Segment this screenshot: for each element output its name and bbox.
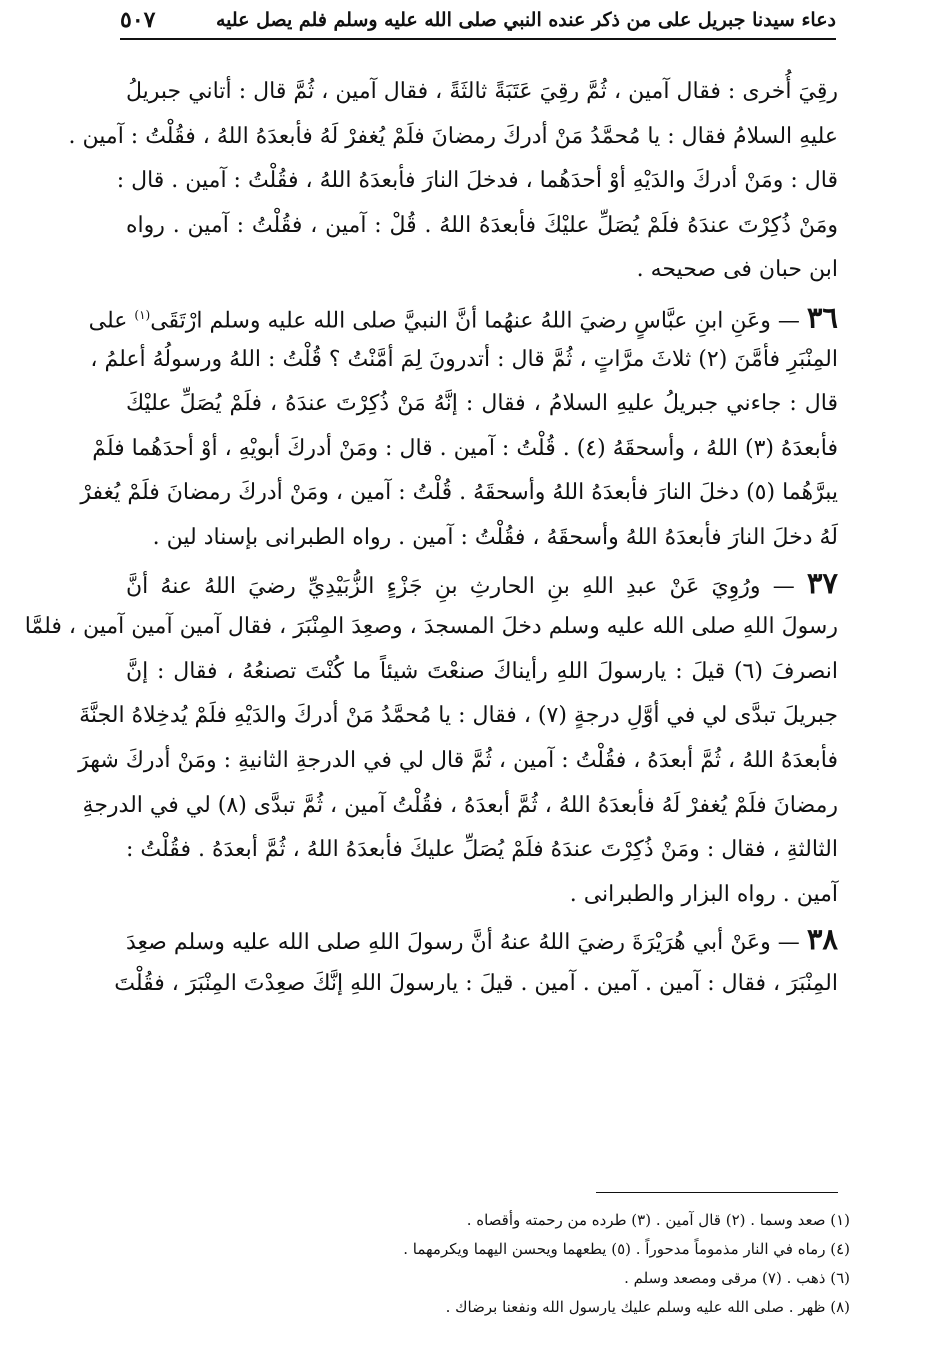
hadith-number: ٣٦ bbox=[806, 300, 838, 335]
text-line: لَهُ دخلَ النارَ فأبعدَهُ اللهُ وأسحقَهُ ، فقُلْتُ : آمين . رواه الطبرانى بإسناد لين . bbox=[152, 524, 838, 550]
hadith-number: ٣٨ bbox=[806, 922, 839, 957]
text-line: المِنْبَرَ ، فقال : آمين . آمين . آمين . قيلَ : يارسولَ اللهِ إنَّكَ صعِدْتَ المِنْبَرَ ، فقُلْتَ bbox=[114, 970, 838, 996]
text-line: انصرفَ (٦) قيلَ : يارسولَ اللهِ رأيناكَ صنعْتَ شيئاً ما كُنْتَ تصنعُهُ ، فقال : إنَّ bbox=[126, 658, 838, 684]
hadith-36-opening: — وعَنِ ابنِ عبَّاسٍ رضيَ اللهُ عنهُما أنَّ النبيَّ صلى الله عليه وسلم ارْتَقَى bbox=[150, 308, 800, 334]
page-header bbox=[120, 4, 836, 36]
footnotes bbox=[200, 1206, 850, 1322]
page-number: ٥٠٧ bbox=[120, 7, 156, 33]
text-line: ومَنْ ذُكِرْتَ عندَهُ فلَمْ يُصَلِّ عليْكَ فأبعدَهُ اللهُ . قُلْ : آمين ، فقُلْتُ : آمين . رواه bbox=[126, 212, 838, 238]
footnote-line: (٤) رماه في النار مذموماً مدحوراً . (٥) يطعهما ويحسن اليهما ويكرمهما . bbox=[403, 1240, 850, 1258]
footnote-marker: (١) bbox=[134, 307, 151, 322]
text-line: رمضانَ فلَمْ يُغفرْ لَهُ فأبعدَهُ اللهُ ، ثُمَّ أبعدَهُ ، فقُلْتُ آمين ، ثُمَّ تبدَّى (٨) لي في الدرجةِ bbox=[82, 792, 838, 818]
text-line: فأبعدَهُ اللهُ ، ثُمَّ أبعدَهُ ، فقُلْتُ : آمين ، ثُمَّ قال لي في الدرجةِ الثانيةِ : ومَنْ أدركَ شهرَ bbox=[78, 747, 838, 773]
text-line: جبريلَ تبدَّى لي في أوَّلِ درجةٍ (٧) ، فقال : يا مُحمَّدُ مَنْ أدركَ والدَيْهِ فلَمْ يُدخِلاهُ الجنَّةَ bbox=[79, 703, 838, 729]
header-rule bbox=[120, 38, 836, 40]
text-line: عليهِ السلامُ فقال : يا مُحمَّدُ مَنْ أدركَ رمضانَ فلَمْ يُغفرْ لَهُ فأبعدَهُ اللهُ ، فقُلْتُ : آمين . bbox=[68, 123, 838, 149]
text-line: رقِيَ أُخرى : فقال آمين ، ثُمَّ رقِيَ عَتَبَةً ثالثَةً ، فقال آمين ، ثُمَّ قال : أتاني جبريلُ bbox=[126, 79, 838, 104]
running-title: دعاء سيدنا جبريل على من ذكر عنده النبي صلى الله عليه وسلم فلم يصل عليه bbox=[215, 9, 836, 31]
text-line: آمين . رواه البزار والطبرانى . bbox=[569, 881, 838, 907]
text-line: المِنْبَرِ فأمَّنَ (٢) ثلاثَ مرَّاتٍ ، ثُمَّ قال : أتدرونَ لِمَ أمَّنْتُ ؟ قُلْتُ : اللهُ ورسولُهُ أعلمُ ، bbox=[90, 346, 838, 372]
hadith-36-heading-line bbox=[88, 293, 838, 338]
footnote-line: (٦) ذهب . (٧) مرقى ومصعد وسلم . bbox=[624, 1269, 850, 1287]
hadith-38-opening: — وعَنْ أبي هُرَيْرَةَ رضيَ اللهُ عنهُ أنَّ رسولَ اللهِ صلى الله عليه وسلم صعِدَ bbox=[126, 930, 800, 956]
footnote-line: (٨) ظهر . صلى الله عليه وسلم عليك يارسول الله ونفعنا برضاك . bbox=[445, 1298, 850, 1316]
text-line: فأبعدَهُ (٣) اللهُ ، وأسحقَهُ (٤) . قُلْتُ : آمين . قال : ومَنْ أدركَ أبويْهِ ، أوْ أحدَهُما فلَمْ bbox=[92, 435, 838, 461]
text-line: يبرَّهُما (٥) دخلَ النارَ فأبعدَهُ اللهُ وأسحقَهُ . قُلْتُ : آمين ، ومَنْ أدركَ رمضانَ فلَمْ يُغفرْ bbox=[80, 480, 838, 506]
text-line: رسولَ اللهِ صلى الله عليه وسلم دخلَ المسجدَ ، وصعِدَ المِنْبَرَ ، فقال آمين آمين آمين ، فلمَّا bbox=[24, 614, 838, 640]
text-line: ابن حبان فى صحيحه . bbox=[636, 257, 838, 283]
hadith-36-opening-end: على bbox=[88, 308, 128, 334]
hadith-number: ٣٧ bbox=[806, 565, 838, 600]
hadith-37-heading-line bbox=[126, 561, 838, 606]
hadith-38-heading-line bbox=[126, 917, 838, 962]
text-line: قال : ومَنْ أدركَ والدَيْهِ أوْ أحدَهُما ، فدخلَ النارَ فأبعدَهُ اللهُ ، فقُلْتُ : آمين . قال : bbox=[116, 168, 838, 194]
footnote-line: (١) صعد وسما . (٢) قال آمين . (٣) طرده من رحمته وأقصاه . bbox=[466, 1211, 850, 1229]
text-line: الثالثةِ ، فقال : ومَنْ ذُكِرْتَ عندَهُ فلَمْ يُصَلِّ عليكَ فأبعدَهُ اللهُ ، ثُمَّ أبعدَهُ . فقُلْتُ : bbox=[126, 837, 838, 863]
hadith-37-opening: — ورُوِيَ عَنْ عبدِ اللهِ بنِ الحارثِ بنِ جَزْءٍ الزُّبَيْدِيِّ رضيَ اللهُ عنهُ أنَّ bbox=[126, 573, 795, 599]
text-line: قال : جاءني جبريلُ عليهِ السلامُ ، فقال : إنَّهُ مَنْ ذُكِرْتَ عندَهُ ، فلَمْ يُصَلِّ عليْكَ bbox=[126, 391, 838, 417]
main-text bbox=[24, 70, 839, 1006]
footnote-rule bbox=[596, 1192, 838, 1193]
